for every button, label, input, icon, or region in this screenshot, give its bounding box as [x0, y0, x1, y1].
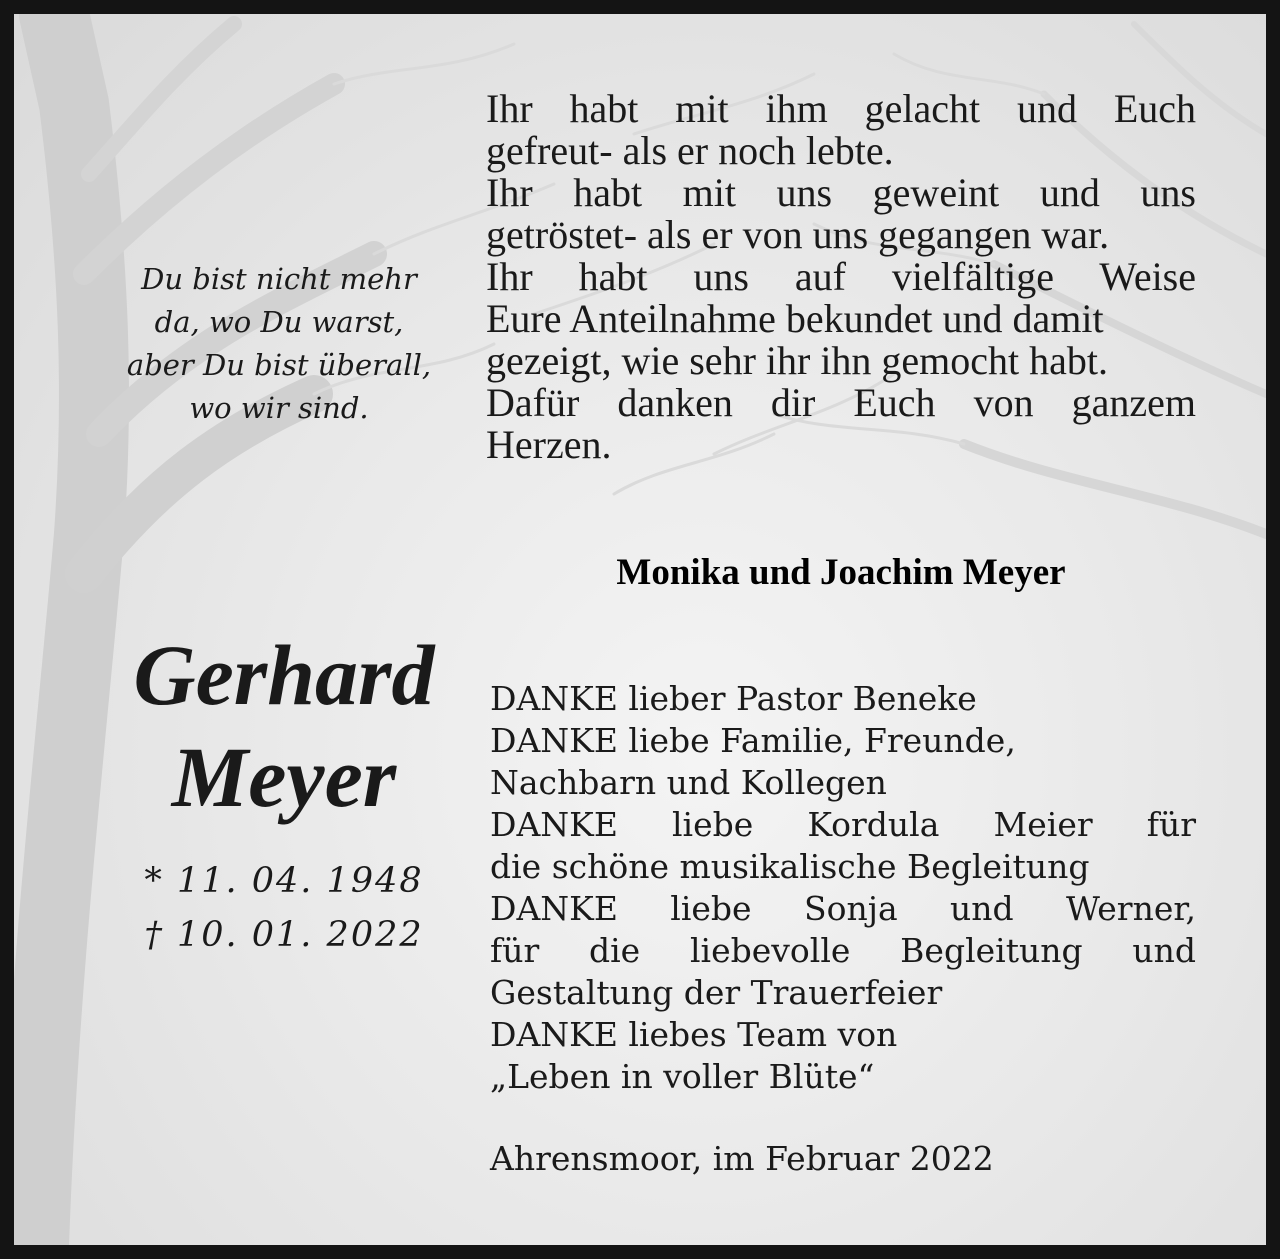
- memorial-quote: [84, 258, 474, 430]
- danke-line: „Leben in voller Blüte“: [490, 1057, 875, 1096]
- danke-line: DANKE liebes Team von: [490, 1015, 898, 1054]
- gratitude-line: Eure Anteilnahme bekundet und damit: [486, 296, 1104, 341]
- gratitude-text: [486, 88, 1196, 466]
- danke-line: Gestaltung der Trauerfeier: [490, 973, 943, 1012]
- place-and-date: Ahrensmoor, im Februar 2022: [490, 1139, 994, 1178]
- gratitude-line: Ihr habt uns auf vielfältige Weise: [486, 254, 1196, 299]
- danke-line: Nachbarn und Kollegen: [490, 763, 887, 802]
- quote-line: aber Du bist überall,: [126, 348, 432, 382]
- danke-line: für die liebevolle Begleitung und: [490, 931, 1196, 970]
- danke-line: die schöne musikalische Begleitung: [490, 847, 1090, 886]
- deceased-name: [74, 624, 494, 828]
- quote-line: wo wir sind.: [189, 391, 369, 425]
- signers-names: Monika und Joachim Meyer: [616, 552, 1066, 593]
- life-dates: [74, 854, 494, 962]
- gratitude-line: Dafür danken dir Euch von ganzem: [486, 380, 1196, 425]
- gratitude-line: getröstet- als er von uns gegangen war.: [486, 212, 1110, 257]
- danke-line: DANKE liebe Sonja und Werner,: [490, 889, 1196, 928]
- deceased-last-name: Meyer: [171, 729, 397, 825]
- gratitude-line: Herzen.: [486, 422, 612, 467]
- gratitude-line: gezeigt, wie sehr ihr ihn gemocht habt.: [486, 338, 1109, 383]
- danke-list: [490, 678, 1196, 1098]
- gratitude-line: Ihr habt mit uns geweint und uns: [486, 170, 1196, 215]
- death-date: † 10. 01. 2022: [144, 915, 424, 955]
- danke-line: DANKE liebe Kordula Meier für: [490, 805, 1196, 844]
- quote-line: da, wo Du warst,: [154, 305, 404, 339]
- birth-date: * 11. 04. 1948: [144, 861, 424, 901]
- deceased-first-name: Gerhard: [133, 627, 435, 723]
- gratitude-line: Ihr habt mit ihm gelacht und Euch: [486, 86, 1196, 131]
- quote-line: Du bist nicht mehr: [141, 262, 417, 296]
- gratitude-line: gefreut- als er noch lebte.: [486, 128, 894, 173]
- danke-line: DANKE liebe Familie, Freunde,: [490, 721, 1016, 760]
- danke-line: DANKE lieber Pastor Beneke: [490, 679, 977, 718]
